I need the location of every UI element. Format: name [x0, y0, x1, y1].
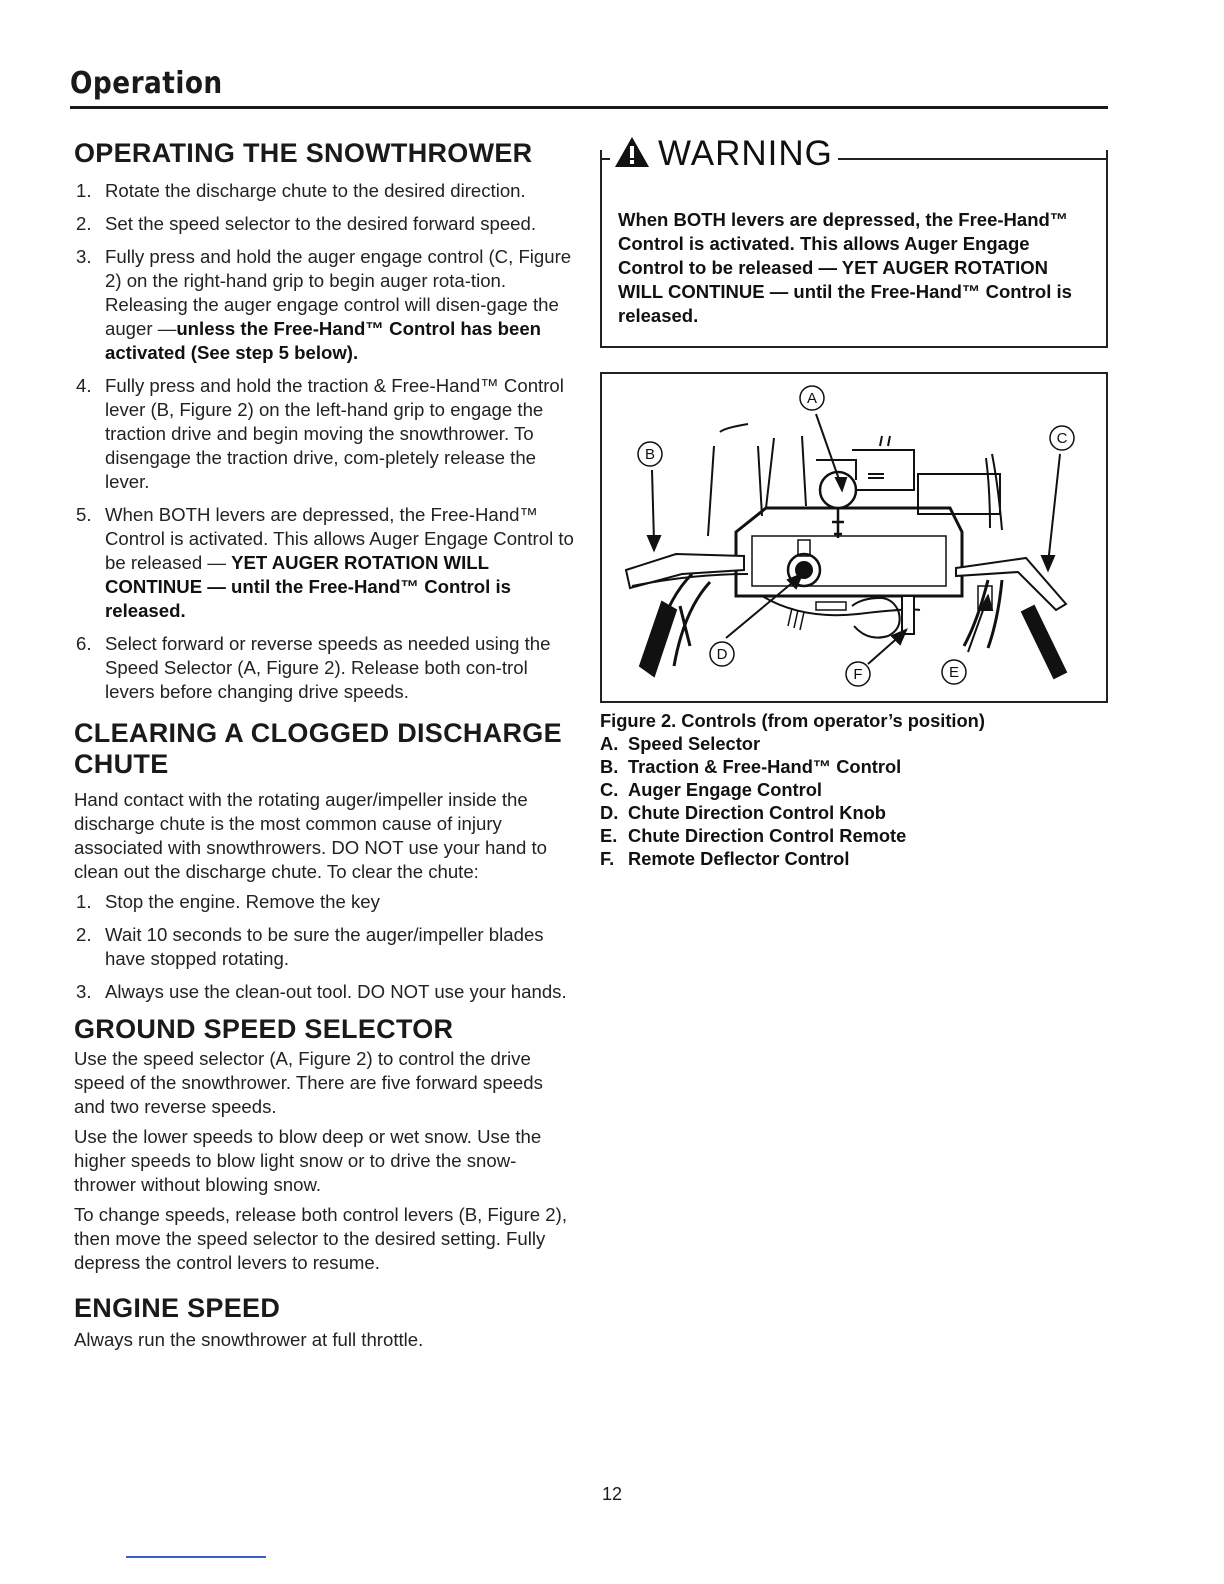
list-item: 4. Fully press and hold the traction & Free-Hand™ Control lever (B, Figure 2) on the left-hand grip to engage the traction drive and begin moving the snowthrower. To disengage the traction drive, com-pletely release the lever.	[76, 375, 564, 492]
caption-title: Figure 2. Controls (from operator’s position)	[600, 710, 985, 731]
legend-item: D. Chute Direction Control Knob	[600, 802, 886, 823]
ground-speed-p3: To change speeds, release both control levers (B, Figure 2), then move the speed selector to the desired setting. Fully depress the control levers to resume.	[74, 1204, 567, 1273]
heading-operating: OPERATING THE SNOWTHROWER	[74, 138, 533, 168]
callout-d: D	[716, 646, 728, 663]
legend-item: C. Auger Engage Control	[600, 779, 822, 800]
heading-engine-speed: ENGINE SPEED	[74, 1293, 281, 1323]
warning-word: WARNING	[658, 134, 833, 173]
section-title: Operation	[70, 66, 223, 101]
callout-f: F	[853, 666, 863, 683]
list-item: 2. Set the speed selector to the desired forward speed.	[76, 213, 537, 234]
list-item: 5. When BOTH levers are depressed, the Free-Hand™ Control is activated. This allows Auger Engage Control to be released — YET AUGER ROTATION WILL CONTINUE — until the Free-Hand™ Control is released.	[76, 504, 574, 621]
heading-clogged: CLEARING A CLOGGED DISCHARGE CHUTE	[74, 718, 562, 779]
callout-b: B	[644, 446, 656, 463]
operating-steps	[74, 179, 578, 704]
warning-triangle-icon	[614, 136, 650, 173]
clogged-intro: Hand contact with the rotating auger/impeller inside the discharge chute is the most common cause of injury associated with snowthrowers. DO NOT use your hand to clean out the discharge chute. To clear the chute:	[74, 789, 547, 882]
warning-text: When BOTH levers are depressed, the Free-Hand™ Control is activated. This allows Auger Engage Control to be released — YET AUGER ROTATION WILL CONTINUE — until the Free-Hand™ Control is released.	[618, 209, 1072, 326]
callout-e: E	[948, 664, 960, 681]
left-column	[74, 138, 578, 1358]
figure-caption	[600, 709, 1108, 870]
ground-speed-p1: Use the speed selector (A, Figure 2) to control the drive speed of the snowthrower. There are five forward speeds and two reverse speeds.	[74, 1048, 543, 1117]
callout-a: A	[806, 390, 818, 407]
list-item: 3. Fully press and hold the auger engage control (C, Figure 2) on the right-hand grip to begin auger rota-tion. Releasing the auger engage control will disen-gage the auger —unless the Free-Hand™ Control has been activated (See step 5 below).	[76, 246, 572, 363]
heading-ground-speed: GROUND SPEED SELECTOR	[74, 1014, 454, 1044]
legend-item: A. Speed Selector	[600, 733, 761, 754]
warning-title	[614, 134, 833, 174]
list-item: 1. Rotate the discharge chute to the desired direction.	[76, 180, 526, 201]
page-number: 12	[601, 1484, 623, 1504]
list-item: 3. Always use the clean-out tool. DO NOT use your hands.	[76, 981, 567, 1002]
legend-item: F. Remote Deflector Control	[600, 848, 850, 869]
legend-item: E. Chute Direction Control Remote	[600, 825, 907, 846]
ground-speed-p2: Use the lower speeds to blow deep or wet snow. Use the higher speeds to blow light snow or to drive the snow-thrower without blowing snow.	[74, 1126, 542, 1195]
list-item: 6. Select forward or reverse speeds as needed using the Speed Selector (A, Figure 2). Release both con-trol levers before changing drive speeds.	[76, 633, 551, 702]
controls-figure	[600, 372, 1108, 703]
footer-rule	[126, 1556, 266, 1558]
page-header	[70, 66, 1108, 109]
engine-speed-p1: Always run the snowthrower at full throttle.	[74, 1329, 424, 1350]
clogged-steps	[74, 890, 578, 1004]
warning-box	[600, 134, 1108, 348]
controls-illustration	[602, 374, 1106, 701]
list-item: 1. Stop the engine. Remove the key	[76, 891, 380, 912]
list-item: 2. Wait 10 seconds to be sure the auger/impeller blades have stopped rotating.	[76, 924, 544, 969]
callout-c: C	[1056, 430, 1068, 447]
right-column	[600, 134, 1108, 870]
legend-item: B. Traction & Free-Hand™ Control	[600, 756, 902, 777]
